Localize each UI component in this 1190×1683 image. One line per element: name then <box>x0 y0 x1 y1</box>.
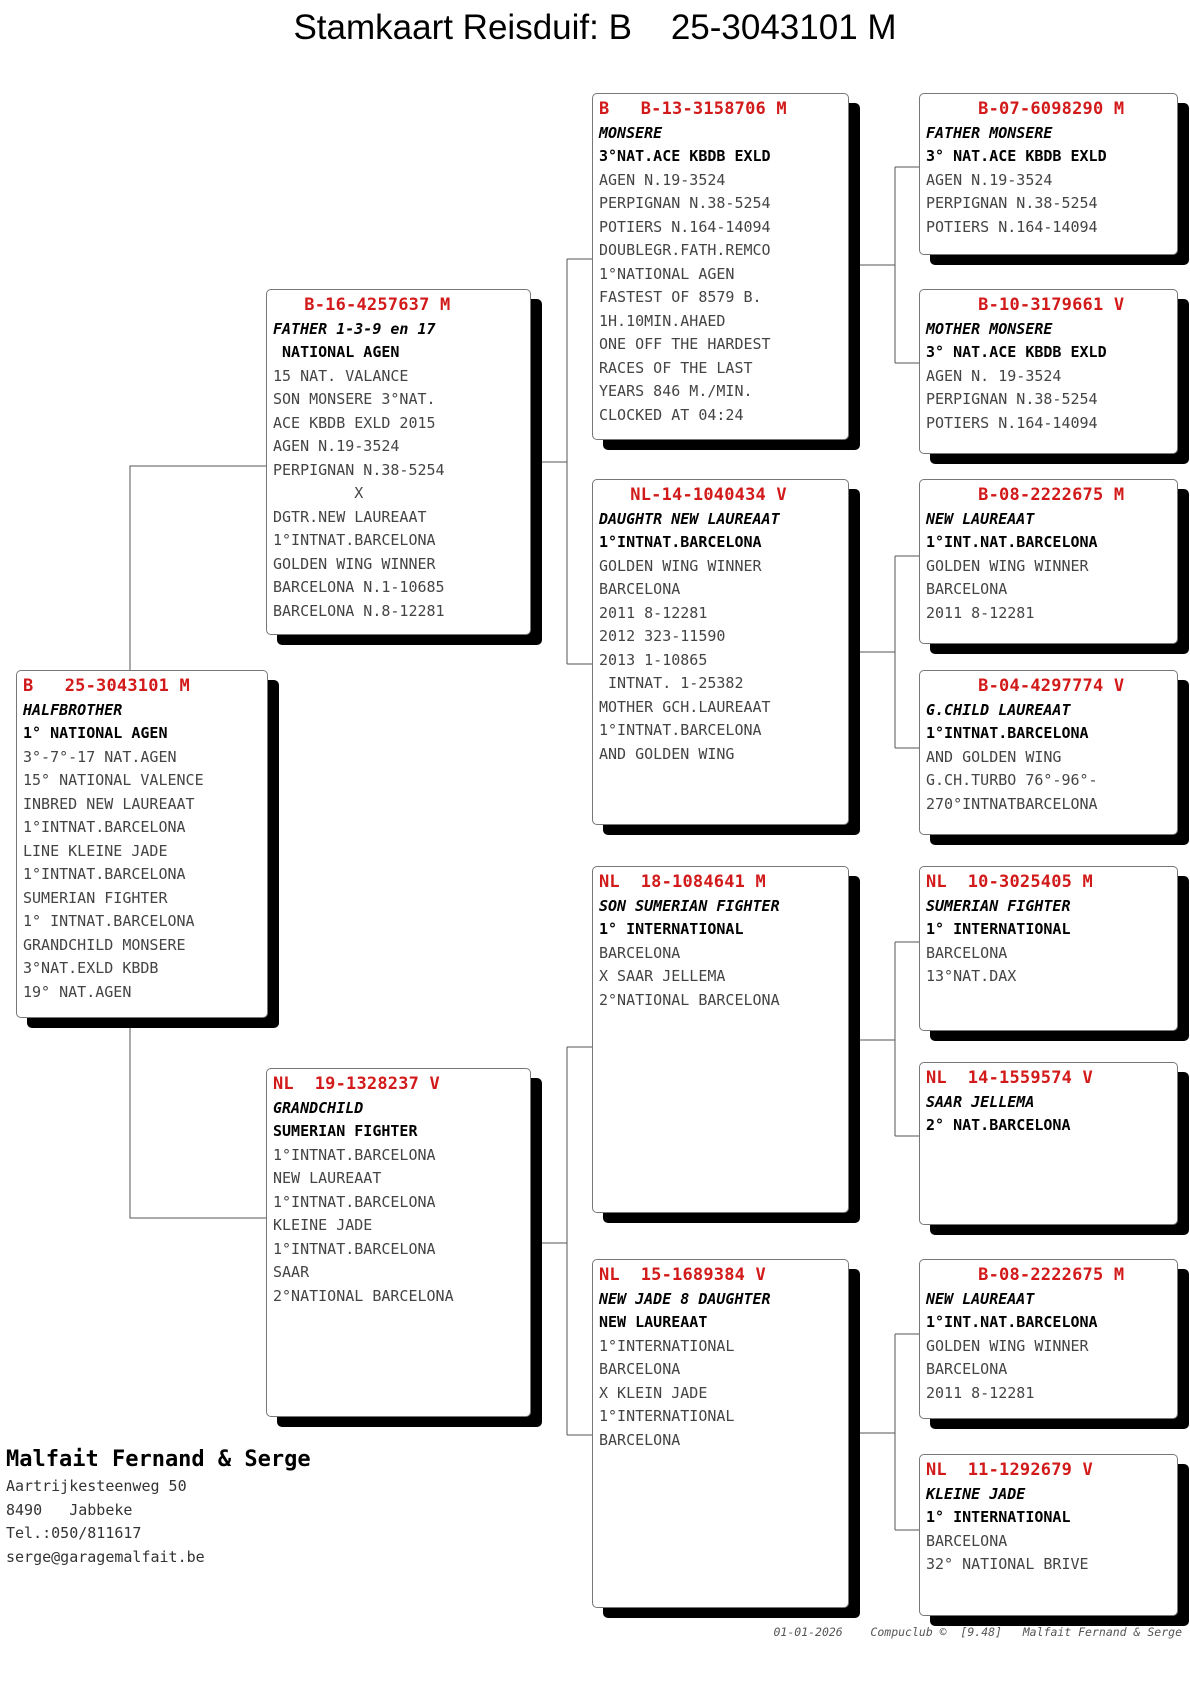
performance-line: BARCELONA N.1-10685 <box>273 578 445 596</box>
pigeon-card-fmm <box>919 670 1178 835</box>
owner-email: serge@garagemalfait.be <box>6 1547 205 1566</box>
owner-phone: Tel.:050/811617 <box>6 1524 142 1542</box>
performance-line: RACES OF THE LAST <box>599 358 753 377</box>
pigeon-name: FATHER 1-3-9 en 17 <box>273 320 436 338</box>
performance-line: PERPIGNAN N.38-5254 <box>273 460 445 479</box>
performance-line: 1°INTNAT.BARCELONA <box>273 1239 436 1258</box>
performance-line: PERPIGNAN N.38-5254 <box>926 390 1098 408</box>
pigeon-card-ffm <box>919 289 1178 454</box>
performance-line: 1°INTNAT.BARCELONA <box>926 724 1089 742</box>
ring-number: NL 14-1559574 V <box>926 1068 1093 1088</box>
ring-number: NL 18-1084641 M <box>599 872 766 892</box>
performance-line: X KLEIN JADE <box>599 1383 708 1402</box>
performance-line: GOLDEN WING WINNER <box>926 1336 1089 1355</box>
performance-line: INBRED NEW LAUREAAT <box>23 794 195 813</box>
owner-address: Aartrijkesteenweg 50 <box>6 1477 187 1495</box>
performance-line: 1°INTNAT.BARCELONA <box>23 818 186 836</box>
performance-line: ACE KBDB EXLD 2015 <box>273 413 436 432</box>
performance-line: X <box>273 484 364 502</box>
ring-number: NL 10-3025405 M <box>926 872 1093 892</box>
performance-line: AND GOLDEN WING <box>599 744 735 763</box>
performance-line: GOLDEN WING WINNER <box>273 554 436 573</box>
performance-line: BARCELONA <box>599 1360 681 1378</box>
performance-line: PERPIGNAN N.38-5254 <box>926 194 1098 212</box>
performance-line: NEW LAUREAAT <box>273 1169 382 1187</box>
performance-line: 32° NATIONAL BRIVE <box>926 1555 1089 1573</box>
pigeon-name: DAUGHTR NEW LAUREAAT <box>599 510 780 528</box>
performance-line: 2011 8-12281 <box>926 603 1035 622</box>
pigeon-card-mother-father <box>592 866 849 1213</box>
performance-line: AGEN N.19-3524 <box>599 170 726 189</box>
performance-line: NEW LAUREAAT <box>599 1313 708 1331</box>
performance-line: 1°INTNAT.BARCELONA <box>273 1145 436 1164</box>
pigeon-name: SAAR JELLEMA <box>926 1093 1035 1111</box>
pigeon-name: G.CHILD LAUREAAT <box>926 701 1071 719</box>
pigeon-name: NEW JADE 8 DAUGHTER <box>599 1290 771 1308</box>
owner-block <box>6 1445 311 1569</box>
performance-line: 19° NAT.AGEN <box>23 982 132 1001</box>
pigeon-name: MONSERE <box>599 124 663 142</box>
performance-line: 1°INTNAT.BARCELONA <box>273 1192 436 1211</box>
footer-credit: 01-01-2026 Compuclub © [9.48] Malfait Fernand & Serge <box>773 1625 1182 1639</box>
performance-line: 13°NAT.DAX <box>926 967 1017 985</box>
performance-line: SUMERIAN FIGHTER <box>23 888 168 907</box>
pigeon-card-father-mother <box>592 479 849 825</box>
performance-line: 2011 8-12281 <box>599 603 708 622</box>
performance-line: DGTR.NEW LAUREAAT <box>273 507 427 526</box>
performance-line: 1° INTERNATIONAL <box>926 1508 1071 1526</box>
ring-number: NL 11-1292679 V <box>926 1460 1093 1480</box>
performance-line: BARCELONA <box>599 580 681 598</box>
performance-line: PERPIGNAN N.38-5254 <box>599 194 771 212</box>
ring-number: B B-13-3158706 M <box>599 99 787 119</box>
performance-line: 1°INTERNATIONAL <box>599 1336 735 1355</box>
performance-line: SON MONSERE 3°NAT. <box>273 390 436 408</box>
performance-line: YEARS 846 M./MIN. <box>599 382 753 400</box>
owner-name: Malfait Fernand & Serge <box>6 1447 311 1472</box>
ring-number: B 25-3043101 M <box>23 676 190 696</box>
performance-line: DOUBLEGR.FATH.REMCO <box>599 241 771 259</box>
performance-line: BARCELONA <box>926 1360 1008 1378</box>
performance-line: 2013 1-10865 <box>599 650 708 669</box>
pigeon-name: HALFBROTHER <box>23 701 123 719</box>
ring-number: B-08-2222675 M <box>926 485 1125 505</box>
performance-line: 1° INTNAT.BARCELONA <box>23 912 195 930</box>
pigeon-name: FATHER MONSERE <box>926 124 1053 142</box>
performance-line: GRANDCHILD MONSERE <box>23 935 186 954</box>
pigeon-name: GRANDCHILD <box>273 1099 364 1117</box>
pigeon-card-mff <box>919 866 1178 1031</box>
performance-line: 1°INTNAT.BARCELONA <box>273 531 436 549</box>
pigeon-name: KLEINE JADE <box>926 1485 1026 1503</box>
performance-line: LINE KLEINE JADE <box>23 841 168 860</box>
pigeon-card-mother-mother <box>592 1259 849 1608</box>
page-title: Stamkaart Reisduif: B 25-3043101 M <box>293 8 897 47</box>
pigeon-card-mfm <box>919 1062 1178 1225</box>
performance-line: 2°NATIONAL BARCELONA <box>599 990 780 1009</box>
performance-line: G.CH.TURBO 76°-96°- <box>926 771 1098 789</box>
performance-line: 270°INTNATBARCELONA <box>926 794 1098 813</box>
performance-line: 1°INTERNATIONAL <box>599 1407 735 1425</box>
performance-line: 15° NATIONAL VALENCE <box>23 771 204 789</box>
performance-line: 2°NATIONAL BARCELONA <box>273 1286 454 1305</box>
performance-line: 2° NAT.BARCELONA <box>926 1116 1071 1134</box>
performance-line: 1°INTNAT.BARCELONA <box>23 865 186 883</box>
performance-line: 1° NATIONAL AGEN <box>23 724 168 742</box>
pigeon-card-father <box>266 289 531 635</box>
ring-number: B-08-2222675 M <box>926 1265 1125 1285</box>
pigeon-name: NEW LAUREAAT <box>926 510 1035 528</box>
performance-line: 3°NAT.ACE KBDB EXLD <box>599 147 771 165</box>
performance-line: POTIERS N.164-14094 <box>599 217 771 236</box>
performance-line: 1° INTERNATIONAL <box>926 920 1071 938</box>
pigeon-card-mmm <box>919 1454 1178 1616</box>
performance-line: POTIERS N.164-14094 <box>926 413 1098 432</box>
ring-number: NL-14-1040434 V <box>599 485 787 505</box>
performance-line: NATIONAL AGEN <box>273 343 400 361</box>
performance-line: GOLDEN WING WINNER <box>599 556 762 575</box>
performance-line: 3° NAT.ACE KBDB EXLD <box>926 147 1107 165</box>
owner-city: 8490 Jabbeke <box>6 1500 133 1519</box>
performance-line: AGEN N.19-3524 <box>926 170 1053 189</box>
performance-line: 1°NATIONAL AGEN <box>599 264 735 283</box>
pigeon-name: NEW LAUREAAT <box>926 1290 1035 1308</box>
pigeon-card-mmf <box>919 1259 1178 1419</box>
performance-line: 1°INTNAT.BARCELONA <box>599 721 762 739</box>
performance-line: 3°NAT.EXLD KBDB <box>23 959 159 977</box>
pigeon-card-subject <box>16 670 268 1018</box>
ring-number: NL 15-1689384 V <box>599 1265 766 1285</box>
performance-line: X SAAR JELLEMA <box>599 967 726 985</box>
performance-line: 1°INT.NAT.BARCELONA <box>926 1313 1098 1331</box>
ring-number: NL 19-1328237 V <box>273 1074 440 1094</box>
ring-number: B-04-4297774 V <box>926 676 1125 696</box>
performance-line: 3°-7°-17 NAT.AGEN <box>23 747 177 766</box>
pigeon-name: SON SUMERIAN FIGHTER <box>599 897 780 915</box>
performance-line: SAAR <box>273 1263 310 1281</box>
performance-line: BARCELONA <box>926 580 1008 598</box>
performance-line: SUMERIAN FIGHTER <box>273 1122 418 1140</box>
ring-number: B-10-3179661 V <box>926 295 1125 315</box>
performance-line: AGEN N. 19-3524 <box>926 366 1062 385</box>
performance-line: INTNAT. 1-25382 <box>599 674 744 692</box>
performance-line: BARCELONA <box>926 1531 1008 1550</box>
performance-line: BARCELONA <box>599 943 681 962</box>
pigeon-card-mother <box>266 1068 531 1417</box>
performance-line: POTIERS N.164-14094 <box>926 217 1098 236</box>
performance-line: BARCELONA N.8-12281 <box>273 601 445 620</box>
pigeon-name: SUMERIAN FIGHTER <box>926 897 1071 915</box>
performance-line: BARCELONA <box>599 1430 681 1449</box>
performance-line: 2012 323-11590 <box>599 627 726 645</box>
ring-number: B-07-6098290 M <box>926 99 1125 119</box>
performance-line: CLOCKED AT 04:24 <box>599 405 744 424</box>
ring-number: B-16-4257637 M <box>273 295 451 315</box>
performance-line: 1° INTERNATIONAL <box>599 920 744 938</box>
pigeon-card-fmf <box>919 479 1178 644</box>
pigeon-name: MOTHER MONSERE <box>926 320 1053 338</box>
performance-line: FASTEST OF 8579 B. <box>599 288 762 306</box>
performance-line: AND GOLDEN WING <box>926 747 1062 766</box>
performance-line: 1°INT.NAT.BARCELONA <box>926 533 1098 551</box>
performance-line: BARCELONA <box>926 943 1008 962</box>
performance-line: 1°INTNAT.BARCELONA <box>599 533 762 551</box>
performance-line: MOTHER GCH.LAUREAAT <box>599 697 771 716</box>
performance-line: AGEN N.19-3524 <box>273 437 400 455</box>
performance-line: 3° NAT.ACE KBDB EXLD <box>926 343 1107 361</box>
performance-line: KLEINE JADE <box>273 1216 373 1234</box>
performance-line: 15 NAT. VALANCE <box>273 366 409 385</box>
performance-line: ONE OFF THE HARDEST <box>599 335 771 353</box>
performance-line: 2011 8-12281 <box>926 1383 1035 1402</box>
pigeon-card-fff <box>919 93 1178 255</box>
performance-line: 1H.10MIN.AHAED <box>599 311 726 330</box>
pigeon-card-father-father <box>592 93 849 440</box>
performance-line: GOLDEN WING WINNER <box>926 556 1089 575</box>
